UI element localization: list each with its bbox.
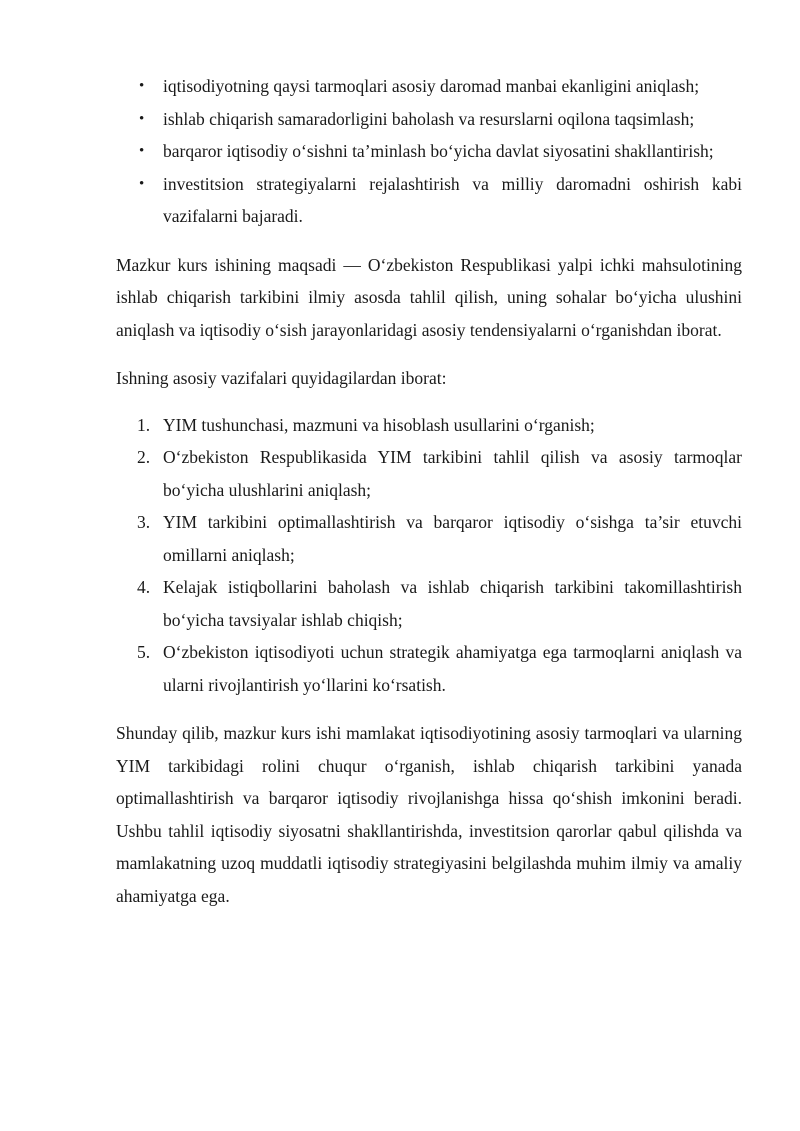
list-item-text: investitsion strategiyalarni rejalashtirish va milliy daromadni oshirish kabi vazifalarni bajaradi. [163,173,742,226]
goal-paragraph: Mazkur kurs ishining maqsadi — O‘zbekiston Respublikasi yalpi ichki mahsulotining ishlab chiqarish tarkibini ilmiy asosda tahlil qilish, uning sohalar bo‘yicha ulushini aniqlash va iqtisodiy o‘sish jarayonlaridagi asosiy tendensiyalarni o‘rganishdan iborat. [116,254,742,340]
list-item-text: iqtisodiyotning qaysi tarmoqlari asosiy daromad manbai ekanligini aniqlash; [163,76,700,96]
list-item [116,135,742,168]
list-item [116,506,742,571]
tasks-list [116,409,742,702]
tasks-intro-paragraph: Ishning asosiy vazifalari quyidagilardan iborat: [116,368,447,388]
list-item-text: O‘zbekiston Respublikasida YIM tarkibini tahlil qilish va asosiy tarmoqlar bo‘yicha ulushlarini aniqlash; [163,447,742,500]
list-item-text: ishlab chiqarish samaradorligini baholash va resurslarni oqilona taqsimlash; [163,108,695,129]
list-item [116,571,742,636]
list-item [116,441,742,506]
list-item [116,103,742,136]
list-number: 2. [137,447,151,467]
list-item-text: Kelajak istiqbollarini baholash va ishlab chiqarish tarkibini takomillashtirish bo‘yicha tavsiyalar ishlab chiqish; [163,577,742,630]
list-number: 4. [137,577,151,597]
list-item-text: YIM tushunchasi, mazmuni va hisoblash usullarini o‘rganish; [163,414,595,435]
list-number: 3. [137,512,151,532]
bullet-icon: • [139,78,145,94]
list-item [116,168,742,233]
list-item [116,70,742,103]
bullet-icon: • [139,110,145,127]
list-item [116,636,742,701]
document-page [116,70,742,912]
list-item-text: barqaror iqtisodiy o‘sishni ta’minlash bo‘yicha davlat siyosatini shakllantirish; [163,141,714,161]
list-item [116,409,742,442]
list-number: 5. [137,642,151,662]
list-item-text: O‘zbekiston iqtisodiyoti uchun strategik ahamiyatga ega tarmoqlarni aniqlash va ularni rivojlantirish yo‘llarini ko‘rsatish. [163,642,742,695]
bullet-list [116,70,742,233]
conclusion-paragraph: Shunday qilib, mazkur kurs ishi mamlakat iqtisodiyotining asosiy tarmoqlari va ularning YIM tarkibidagi rolini chuqur o‘rganish, ishlab chiqarish tarkibini yanada optimallashtirish va barqaror iqtisodiy rivojlanishga hissa qo‘shish imkonini beradi. Ushbu tahlil iqtisodiy siyosatni shakllantirishda, investitsion qarorlar qabul qilishda va mamlakatning uzoq muddatli iqtisodiy strategiyasini belgilashda muhim ilmiy va amaliy ahamiyatga ega. [116,723,742,906]
list-number: 1. [137,414,151,435]
bullet-icon: • [139,175,145,192]
list-item-text: YIM tarkibini optimallashtirish va barqaror iqtisodiy o‘sishga ta’sir etuvchi omillarni aniqlash; [163,512,742,565]
bullet-icon: • [139,143,145,159]
